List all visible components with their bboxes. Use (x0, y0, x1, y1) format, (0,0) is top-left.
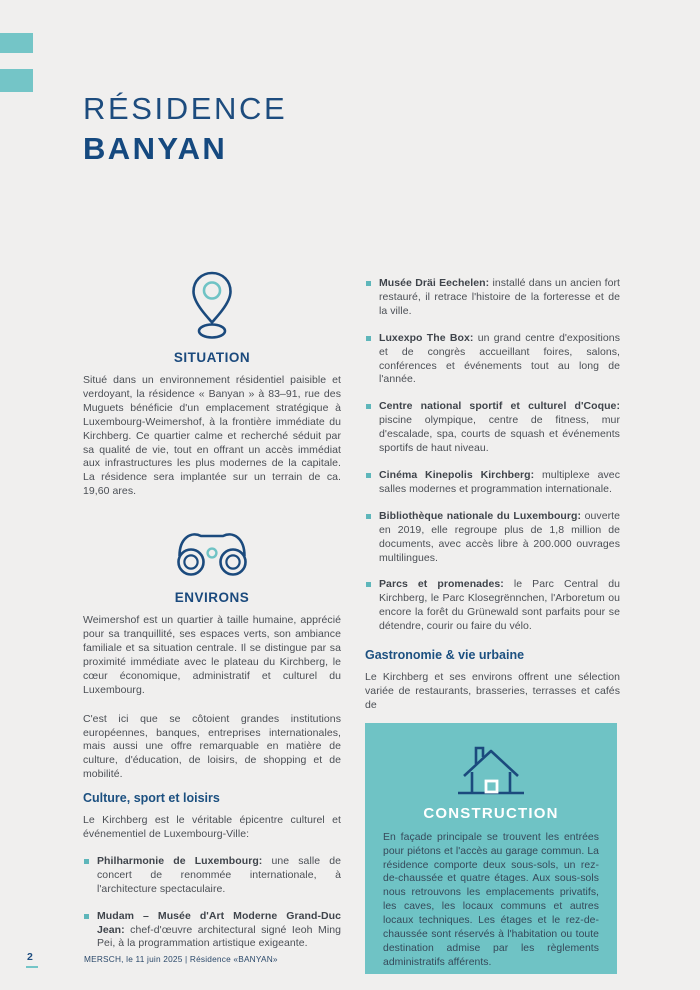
bullet-lead: Luxexpo The Box: (379, 331, 474, 344)
culture-intro: Le Kirchberg est le véritable épicentre culturel et événementiel de Luxembourg-Ville: (83, 814, 341, 841)
list-item (365, 277, 620, 319)
bullet-text: ouverte en 2019, elle regroupe plus de 1,8 million de documents, avec accès libre à 200.000 ouvrages multilingues. (379, 509, 621, 564)
bullet-square-icon (366, 582, 371, 587)
page-number-underline (26, 966, 38, 968)
situation-heading: SITUATION (173, 350, 251, 365)
list-item (83, 855, 341, 897)
left-column (83, 268, 341, 951)
page-title (83, 89, 287, 169)
bullet-lead: Mudam – Musée d'Art Moderne Grand-Duc Jean: (97, 909, 341, 936)
bullet-text: chef-d'œuvre architectural signé Ieoh Ming Pei, à la programmation artistique exigeante. (97, 923, 341, 950)
title-line-banyan: BANYAN (83, 131, 228, 166)
bullet-square-icon (84, 859, 89, 864)
gastronomie-heading: Gastronomie & vie urbaine (365, 648, 525, 663)
footer-text: MERSCH, le 11 juin 2025 | Résidence «BANYAN» (84, 954, 278, 964)
list-item (83, 910, 341, 952)
bullet-lead: Musée Dräi Eechelen: (379, 277, 490, 289)
bullet-lead: Bibliothèque nationale du Luxembourg: (379, 509, 582, 522)
list-item (365, 510, 620, 566)
bullet-square-icon (366, 473, 371, 478)
environs-paragraph-1: Weimershof est un quartier à taille humaine, apprécié pour sa tranquillité, ses espaces verts, son ambiance familiale et sa situation centrale. Il se distingue par sa proximité immédiate avec le plateau du Kirchberg, le cœur économique, administratif et culturel du Luxembourg. (83, 614, 341, 696)
construction-panel (365, 723, 617, 974)
bullet-text: une salle de concert de renommée internationale, à l'architecture spectaculaire. (97, 854, 341, 895)
bullet-square-icon (366, 336, 371, 341)
gastronomie-paragraph: Le Kirchberg et ses environs offrent une sélection variée de restaurants, brasseries, terrasses et cafés de (365, 671, 620, 711)
bullet-square-icon (84, 914, 89, 919)
bullet-text: installé dans un ancien fort restauré, il retrace l'histoire de la forteresse et de la ville. (379, 277, 621, 317)
house-icon (383, 741, 599, 799)
situation-paragraph: Situé dans un environnement résidentiel paisible et verdoyant, la résidence « Banyan » à 83–91, rue des Muguets bénéficie d'un emplacement stratégique à Luxembourg-Weimershof, à la frontière immédiate du Kirchberg. Ce quartier calme et recherché séduit par sa qualité de vie, tout en offrant un accès immédiat aux infrastructures les plus modernes de la capitale. La résidence sera implantée sur un terrain de ca. 19,60 ares. (83, 374, 341, 498)
bullet-square-icon (366, 404, 371, 409)
brand-accent-bar-top (0, 33, 33, 53)
bullet-lead: Philharmonie de Luxembourg: (97, 854, 263, 867)
construction-paragraph: En façade principale se trouvent les entrées pour piétons et l'accès au garage commun. La résidence comporte deux sous-sols, un rez-de-chaussée et quatre étages. Aux sous-sols nous retrouvons les emplacements privatifs, les caves, les locaux communs et autres locaux techniques. Les étages et le rez-de-chaussée sont réservés à l'habitation ou toute destination admise par les règlements administratifs afférents. (383, 831, 599, 968)
bullet-text: le Parc Central du Kirchberg, le Parc Klosegrënnchen, l'Arboretum ou encore la forêt du Grünewald sont parfaits pour se détendre, courir ou faire du vélo. (379, 578, 620, 633)
brand-accent-bar-bottom (0, 69, 33, 92)
list-item (365, 578, 620, 634)
bullet-text: multiplexe avec salles modernes et programmation internationale. (379, 468, 620, 495)
bullet-square-icon (366, 514, 371, 519)
culture-heading: Culture, sport et loisirs (83, 791, 220, 806)
bullet-lead: Parcs et promenades: (379, 578, 504, 591)
bullet-square-icon (366, 281, 371, 286)
environs-heading: ENVIRONS (174, 590, 250, 606)
list-item (365, 332, 620, 388)
title-line-residence: RÉSIDENCE (83, 91, 288, 126)
construction-heading: CONSTRUCTION (423, 804, 559, 822)
bullet-lead: Cinéma Kinepolis Kirchberg: (379, 468, 535, 481)
binoculars-icon (83, 526, 341, 580)
location-pin-icon (83, 270, 341, 340)
environs-paragraph-2: C'est ici que se côtoient grandes institutions européennes, banques, entreprises internationales, mais aussi une offre remarquable en matière de culture, d'éducation, de loisirs, de shopping et de mobilité. (83, 712, 341, 781)
bullet-text: piscine olympique, centre de fitness, mur d'escalade, spa, courts de squash et événements sportifs de haut niveau. (379, 414, 620, 455)
right-column (365, 264, 620, 974)
page-number: 2 (27, 951, 33, 963)
bullet-text: un grand centre d'expositions et de congrès accueillant foires, salons, conférences et événements tout au long de l'année. (379, 331, 620, 386)
list-item (365, 400, 620, 456)
list-item (365, 469, 620, 497)
bullet-lead: Centre national sportif et culturel d'Coque: (379, 400, 620, 413)
